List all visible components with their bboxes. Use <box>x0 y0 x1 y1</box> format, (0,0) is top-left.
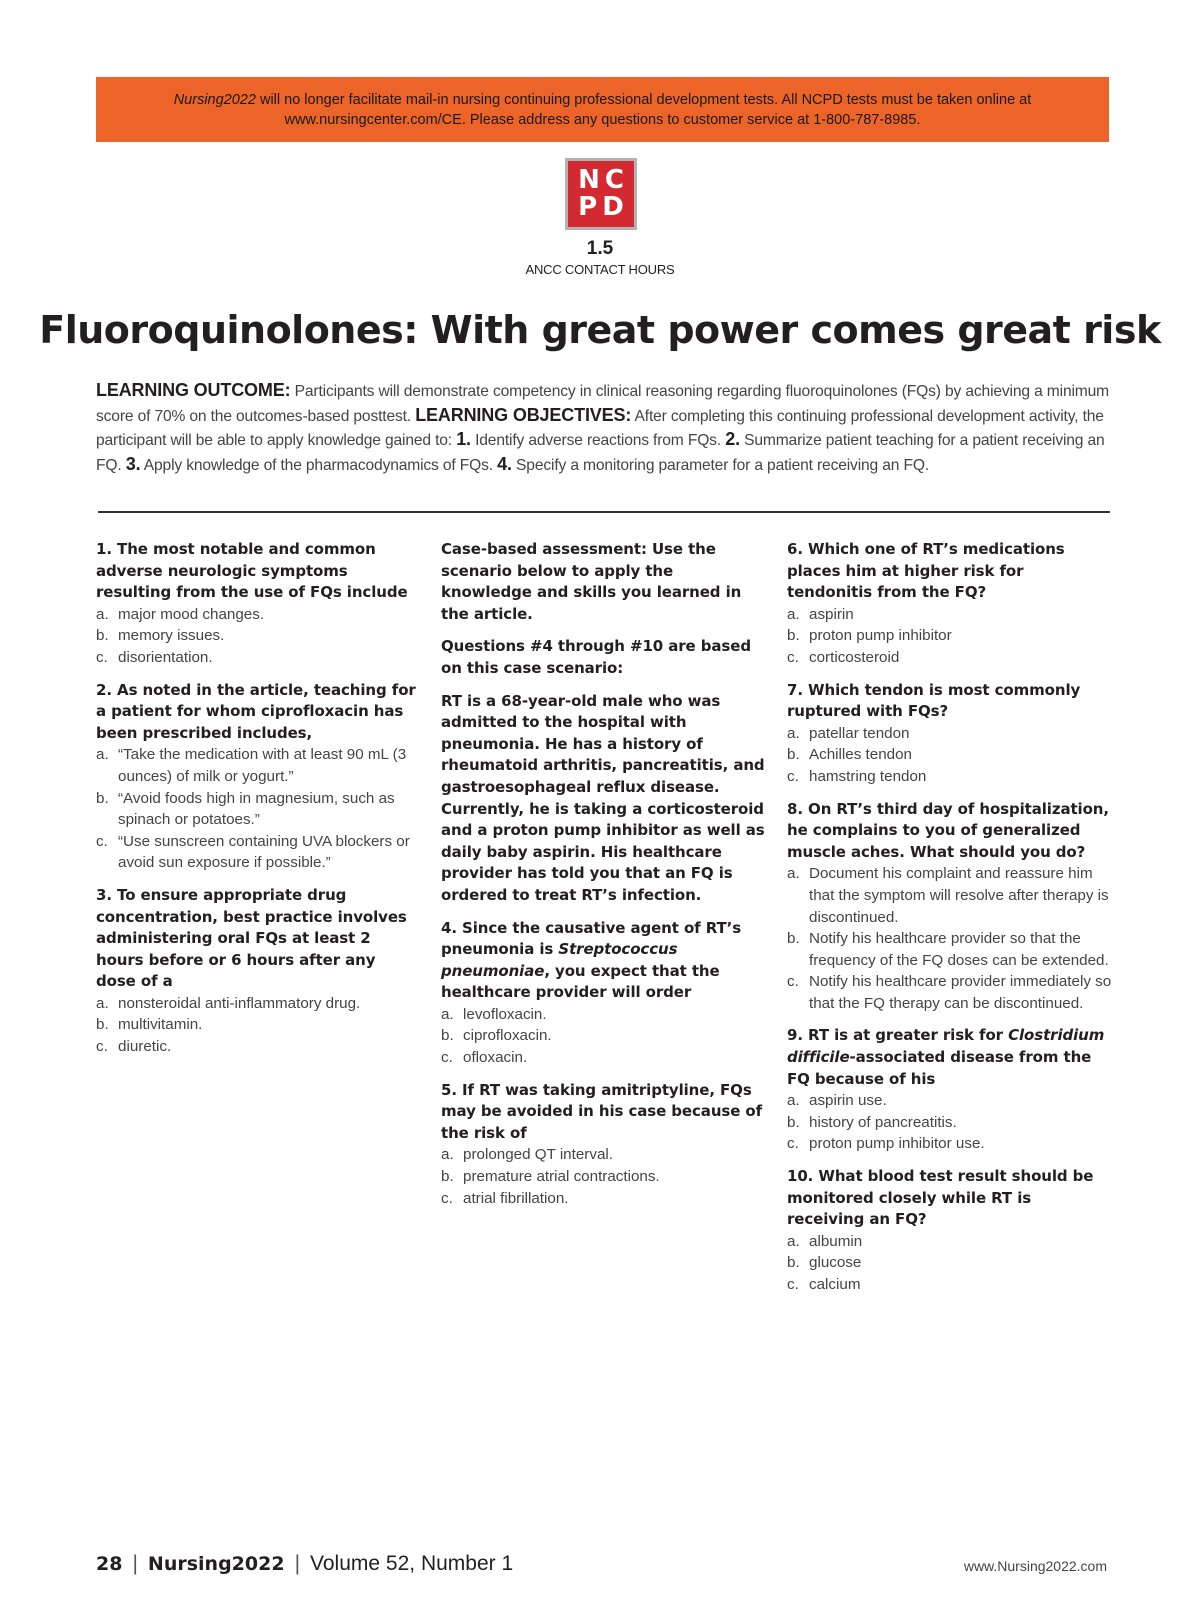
answer-option[interactable]: b. ciprofloxacin. <box>441 1027 552 1045</box>
answer-option[interactable]: c. ofloxacin. <box>441 1049 528 1067</box>
answer-option[interactable]: c. corticosteroid <box>787 648 900 666</box>
answer-option[interactable]: a. levofloxacin. <box>441 1005 547 1023</box>
answer-option[interactable]: a. patellar tendon <box>787 724 910 742</box>
case-range: Questions #4 through #10 are based on this case scenario: <box>441 637 751 677</box>
footer-separator: | <box>132 1552 138 1575</box>
contact-hours-label: ANCC CONTACT HOURS <box>525 262 675 277</box>
answer-option[interactable]: b. Notify his healthcare provider so that the frequency of the FQ doses can be extended. <box>787 930 1109 969</box>
answer-option[interactable]: b. history of pancreatitis. <box>787 1113 957 1131</box>
answer-option[interactable]: a. Document his complaint and reassure him that the symptom will resolve after therapy is discontinued. <box>787 865 1109 926</box>
answer-option[interactable]: c. hamstring tendon <box>787 767 927 785</box>
question-10: 10. What blood test result should be monitored closely while RT is receiving an FQ? a. albumin b. glucose c. calcium <box>787 1166 1112 1296</box>
question-9: 9. RT is at greater risk for Clostridium difficile-associated disease from the FQ because of his a. aspirin use. b. history of pancreatitis. c. proton pump inhibitor use. <box>787 1025 1112 1155</box>
question-4: 4. Since the causative agent of RT’s pneumonia is Streptococcus pneumoniae, you expect that the healthcare provider will order a. levofloxacin. b. ciprofloxacin. c. ofloxacin. <box>441 918 766 1069</box>
answer-option[interactable]: b. memory issues. <box>96 627 225 645</box>
answer-option[interactable]: c. diuretic. <box>96 1038 172 1056</box>
answer-option[interactable]: a. prolonged QT interval. <box>441 1146 613 1164</box>
answer-option[interactable]: a. aspirin use. <box>787 1092 887 1110</box>
notice-line-1: Nursing2022 will no longer facilitate mail-in nursing continuing professional development tests. All NCPD tests must be taken online at <box>173 91 1032 108</box>
answer-option[interactable]: b. glucose <box>787 1254 862 1272</box>
question-3: 3. To ensure appropriate drug concentration, best practice involves administering oral FQs at least 2 hours before or 6 hours after any dose of a a. nonsteroidal anti-inflammatory drug. b. multivitamin. c. diuretic. <box>96 885 416 1058</box>
answer-option[interactable]: c. proton pump inhibitor use. <box>787 1135 985 1153</box>
footer-url[interactable]: www.Nursing2022.com <box>963 1558 1107 1574</box>
issue-info: Volume 52, Number 1 <box>310 1552 514 1575</box>
answer-option[interactable]: a. major mood changes. <box>96 605 265 623</box>
answer-option[interactable]: a. nonsteroidal anti-inflammatory drug. <box>96 994 361 1012</box>
section-divider <box>98 511 1110 513</box>
answer-option[interactable]: b. premature atrial contractions. <box>441 1168 660 1186</box>
question-8: 8. On RT’s third day of hospitalization, he complains to you of generalized muscle aches. What should you do? a. Document his complaint and reassure him that the symptom will resolve after therapy is discontinued. b. Notify his healthcare provider so that the frequency of the FQ doses can be extended. c. Notify his healthcare provider immediately so that the FQ therapy can be discontinued. <box>787 799 1112 1015</box>
answer-option[interactable]: b. “Avoid foods high in magnesium, such as spinach or potatoes.” <box>96 789 395 829</box>
question-7: 7. Which tendon is most commonly ruptured with FQs? a. patellar tendon b. Achilles tendon c. hamstring tendon <box>787 680 1112 788</box>
answer-option[interactable]: c. Notify his healthcare provider immediately so that the FQ therapy can be discontinued. <box>787 973 1112 1012</box>
column-2 <box>441 539 766 1220</box>
footer-separator: | <box>294 1552 301 1575</box>
notice-line-2: www.nursingcenter.com/CE. Please address any questions to customer service at 1-800-787-8985. <box>284 111 921 128</box>
answer-option[interactable]: a. aspirin <box>787 605 854 623</box>
answer-option[interactable]: c. calcium <box>787 1276 861 1293</box>
case-intro: Case-based assessment: Use the scenario below to apply the knowledge and skills you learned in the article. <box>441 540 742 623</box>
answer-option[interactable]: c. disorientation. <box>96 648 213 666</box>
question-2: 2. As noted in the article, teaching for a patient for whom ciprofloxacin has been prescribed includes, a. “Take the medication with at least 90 mL (3 ounces) of milk or yogurt.” b. “Avoid foods high in magnesium, such as spinach or potatoes.” c. “Use sunscreen containing UVA blockers or avoid sun exposure if possible.” <box>96 680 416 874</box>
question-6: 6. Which one of RT’s medications places him at higher risk for tendonitis from the FQ? a. aspirin b. proton pump inhibitor c. corticosteroid <box>787 539 1112 669</box>
learning-outcome: LEARNING OUTCOME: Participants will demonstrate competency in clinical reasoning regarding fluoroquinolones (FQs) by achieving a minimum score of 70% on the outcomes-based posttest. LEARNING OBJECTIVES: After completing this continuing professional development activity, the participant will be able to apply knowledge gained to: 1. Identify adverse reactions from FQs. 2. Summarize patient teaching for a patient receiving an FQ. 3. Apply knowledge of the pharmacodynamics of FQs. 4. Specify a monitoring parameter for a patient receiving an FQ. <box>96 380 1109 474</box>
answer-option[interactable]: b. proton pump inhibitor <box>787 627 952 645</box>
column-3 <box>787 539 1112 1307</box>
page-number: 28 <box>96 1553 123 1575</box>
answer-option[interactable]: a. albumin <box>787 1232 863 1250</box>
answer-option[interactable]: c. atrial fibrillation. <box>441 1189 569 1207</box>
magazine-name: Nursing2022 <box>147 1553 285 1575</box>
page-title: Fluoroquinolones: With great power comes great risk <box>39 308 1161 352</box>
contact-hours-value: 1.5 <box>586 238 614 259</box>
answer-option[interactable]: a. “Take the medication with at least 90 mL (3 ounces) of milk or yogurt.” <box>96 746 407 785</box>
answer-option[interactable]: b. Achilles tendon <box>787 746 913 764</box>
question-5: 5. If RT was taking amitriptyline, FQs may be avoided in his case because of the risk of a. prolonged QT interval. b. premature atrial contractions. c. atrial fibrillation. <box>441 1080 766 1210</box>
page-footer <box>96 1552 513 1576</box>
case-scenario: RT is a 68-year-old male who was admitted to the hospital with pneumonia. He has a history of rheumatoid arthritis, pancreatitis, and gastroesophageal reflux disease. Currently, he is taking a corticosteroid and a proton pump inhibitor as well as daily baby aspirin. His healthcare provider has told you that an FQ is ordered to treat RT’s infection. <box>441 691 765 904</box>
answer-option[interactable]: c. “Use sunscreen containing UVA blockers or avoid sun exposure if possible.” <box>96 832 410 872</box>
answer-option[interactable]: b. multivitamin. <box>96 1016 203 1034</box>
notice-banner <box>96 77 1109 142</box>
column-1 <box>96 539 416 1069</box>
ncpd-logo: NC PD <box>565 158 637 230</box>
question-1: 1. The most notable and common adverse neurologic symptoms resulting from the use of FQs include a. major mood changes. b. memory issues. c. disorientation. <box>96 539 416 669</box>
